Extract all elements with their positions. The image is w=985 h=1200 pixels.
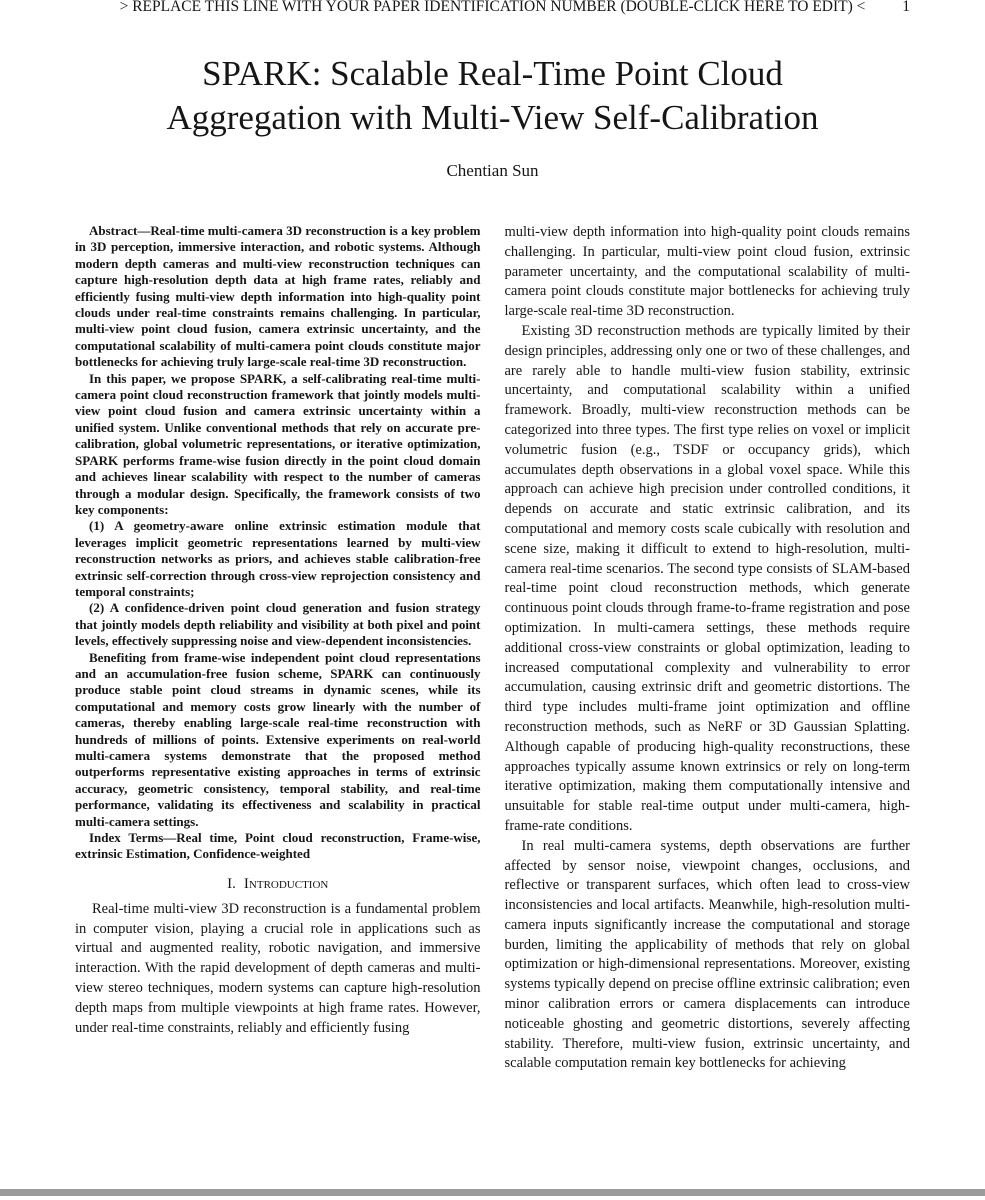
section-heading-introduction	[75, 876, 481, 893]
body-paragraph: In real multi-camera systems, depth observations are further affected by sensor noise, viewpoint changes, occlusions, and reflective or transparent surfaces, which often lead to cross-view inconsistencies and local artifacts. Meanwhile, high-resolution multi-camera inputs significantly increase the computational and storage burden, limiting the applicability of methods that rely on global optimization or high-dimensional representations. Moreover, existing systems typically depend on precise offline extrinsic calibration; even minor calibration errors or camera displacements can introduce noticeable ghosting and geometric distortions, severely affecting stability. Therefore, multi-view fusion, extrinsic uncertainty, and scalable computation remain key bottlenecks for achieving	[504, 837, 910, 1072]
continued-paragraph: multi-view depth information into high-quality point clouds remains challenging. In particular, multi-view point cloud fusion, extrinsic parameter uncertainty, and the computational scalability of multi-camera point clouds constitute major bottlenecks for achieving truly large-scale real-time 3D reconstruction.	[504, 224, 910, 320]
section-number: I.	[227, 875, 236, 892]
paper-title-line: Aggregation with Multi-View Self-Calibration	[166, 98, 819, 137]
abstract-paragraph: (1) A geometry-aware online extrinsic estimation module that leverages implicit geometric representations learned by multi-view reconstruction networks as priors, and achieves stable calibration-free extrinsic self-correction through cross-view reprojection consistency and temporal constraints;	[75, 518, 481, 599]
abstract-paragraph: Index Terms—Real time, Point cloud reconstruction, Frame-wise, extrinsic Estimation, Confidence-weighted	[75, 830, 481, 862]
abstract-section	[75, 223, 481, 863]
right-column-paragraphs	[505, 322, 911, 1074]
two-column-body	[75, 223, 910, 1157]
running-head	[75, 0, 910, 17]
author-name: Chentian Sun	[446, 161, 539, 180]
running-head-text: > REPLACE THIS LINE WITH YOUR PAPER IDENTIFICATION NUMBER (DOUBLE-CLICK HERE TO EDIT) <	[119, 0, 866, 15]
right-column	[505, 223, 911, 1157]
body-paragraph: Existing 3D reconstruction methods are typically limited by their design principles, addressing only one or two of these challenges, and are rarely able to handle multi-view fusion stability, extrinsic uncertainty, and computational scalability within a unified framework. Broadly, multi-view reconstruction methods can be categorized into three types. The first type relies on voxel or implicit volumetric fusion (e.g., TSDF or occupancy grids), which accumulates depth observations in a global voxel space. While this approach can achieve high precision under controlled conditions, it depends on accurate and static extrinsic calibration, and its computational and memory costs scale cubically with resolution and scene size, making it difficult to extend to high-resolution, multi-camera real-time scenarios. The second type consists of SLAM-based real-time point cloud reconstruction methods, which generate continuous point clouds through frame-to-frame registration and pose optimization. In multi-camera settings, these methods require additional cross-view constraints or global optimization, leading to increased computational complexity and vulnerability to error accumulation, causing extrinsic drift and geometric distortions. The third type includes multi-frame joint optimization and offline reconstruction methods, such as NeRF or 3D Gaussian Splatting. Although capable of producing high-quality reconstructions, these approaches typically assume known extrinsics or rely on long-term iterative optimization, making them computationally intensive and unsuitable for stable real-time output under multi-camera, high-frame-rate conditions.	[504, 322, 910, 834]
introduction-paragraph: Real-time multi-view 3D reconstruction is a fundamental problem in computer vision, playing a crucial role in applications such as virtual and augmented reality, robotic navigation, and immersive interaction. With the rapid development of depth cameras and multi-view stereo techniques, modern systems can capture high-resolution depth maps from multiple viewpoints at high frame rates. However, under real-time constraints, reliably and efficiently fusing	[75, 900, 481, 1036]
abstract-paragraph: In this paper, we propose SPARK, a self-calibrating real-time multi-camera point cloud reconstruction framework that jointly models multi-view point cloud fusion and camera extrinsic uncertainty within a unified system. Unlike conventional methods that rely on accurate pre-calibration, global volumetric representations, or iterative optimization, SPARK performs frame-wise fusion directly in the point cloud domain and achieves linear scalability with respect to the number of cameras through a modular design. Specifically, the framework consists of two key components:	[75, 370, 481, 517]
left-column	[75, 223, 481, 1157]
page-bottom-edge	[0, 1189, 985, 1196]
paper-title-line: SPARK: Scalable Real-Time Point Cloud	[202, 54, 783, 93]
paper-title	[75, 52, 910, 140]
abstract-paragraph: Benefiting from frame-wise independent point cloud representations and an accumulation-free fusion scheme, SPARK can continuously produce stable point cloud streams in dynamic scenes, while its computational and memory costs grow linearly with the number of cameras, thereby enabling large-scale real-time reconstruction with hundreds of millions of points. Extensive experiments on real-world multi-camera systems demonstrate that the proposed method outperforms representative existing approaches in terms of extrinsic accuracy, geometric consistency, temporal stability, and real-time performance, validating its effectiveness and scalability in practical multi-camera settings.	[75, 649, 481, 829]
abstract-paragraph: (2) A confidence-driven point cloud generation and fusion strategy that jointly models depth reliability and visibility at both pixel and point levels, effectively suppressing noise and view-dependent inconsistencies.	[75, 600, 481, 649]
abstract-paragraph: Abstract—Real-time multi-camera 3D reconstruction is a key problem in 3D perception, immersive interaction, and robotic systems. Although modern depth cameras and multi-view reconstruction techniques can capture high-resolution depth data at high frame rates, reliably and efficiently fusing multi-view depth information into high-quality point clouds under real-time constraints remains challenging. In particular, multi-view point cloud fusion, camera extrinsic uncertainty, and the computational scalability of multi-camera point clouds constitute major bottlenecks for achieving truly large-scale real-time 3D reconstruction.	[75, 223, 481, 370]
page-number: 1	[902, 0, 910, 15]
section-title: Introduction	[243, 875, 329, 892]
